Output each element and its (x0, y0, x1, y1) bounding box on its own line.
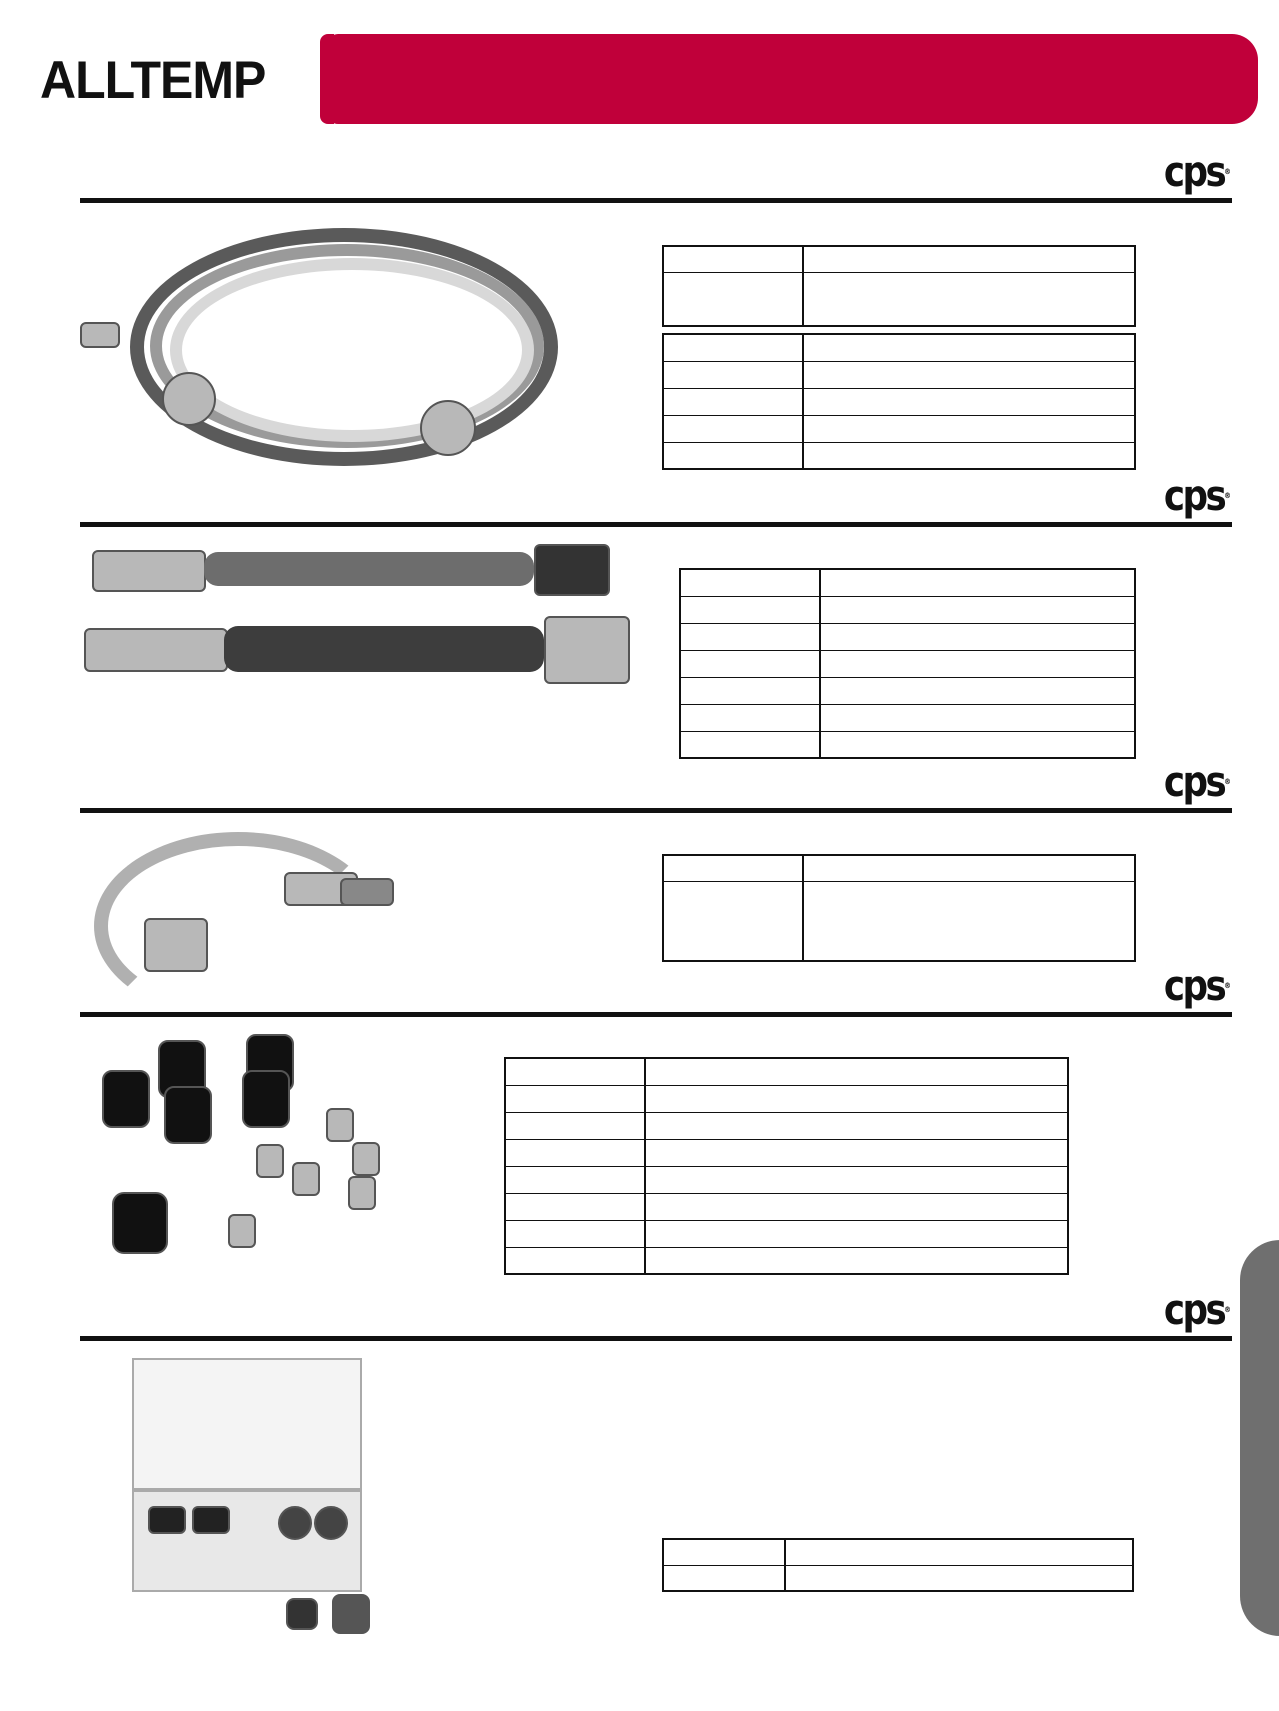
kit-photo (118, 1356, 372, 1634)
bent-hose-photo (84, 828, 404, 974)
cps-logo: cps® (1163, 961, 1231, 1010)
spec-table (662, 333, 1136, 470)
seals-photo (96, 1030, 396, 1270)
short-hoses-photo (84, 530, 630, 680)
section-rule (80, 1012, 1232, 1017)
section-rule (80, 522, 1232, 527)
spec-table (679, 568, 1136, 759)
hose-coil-photo (80, 222, 540, 470)
alltemp-logo: ALLTEMP (40, 50, 266, 110)
section-rule (80, 808, 1232, 813)
header-banner (328, 34, 1258, 124)
cps-logo: cps® (1163, 147, 1231, 196)
cps-logo: cps® (1163, 1285, 1231, 1334)
spec-table (662, 245, 1136, 327)
cps-logo: cps® (1163, 757, 1231, 806)
section-rule (80, 198, 1232, 203)
section-rule (80, 1336, 1232, 1341)
spec-table (662, 1538, 1134, 1592)
spec-table (504, 1057, 1069, 1275)
cps-logo: cps® (1163, 471, 1231, 520)
spec-table (662, 854, 1136, 962)
side-tab (1240, 1240, 1279, 1636)
